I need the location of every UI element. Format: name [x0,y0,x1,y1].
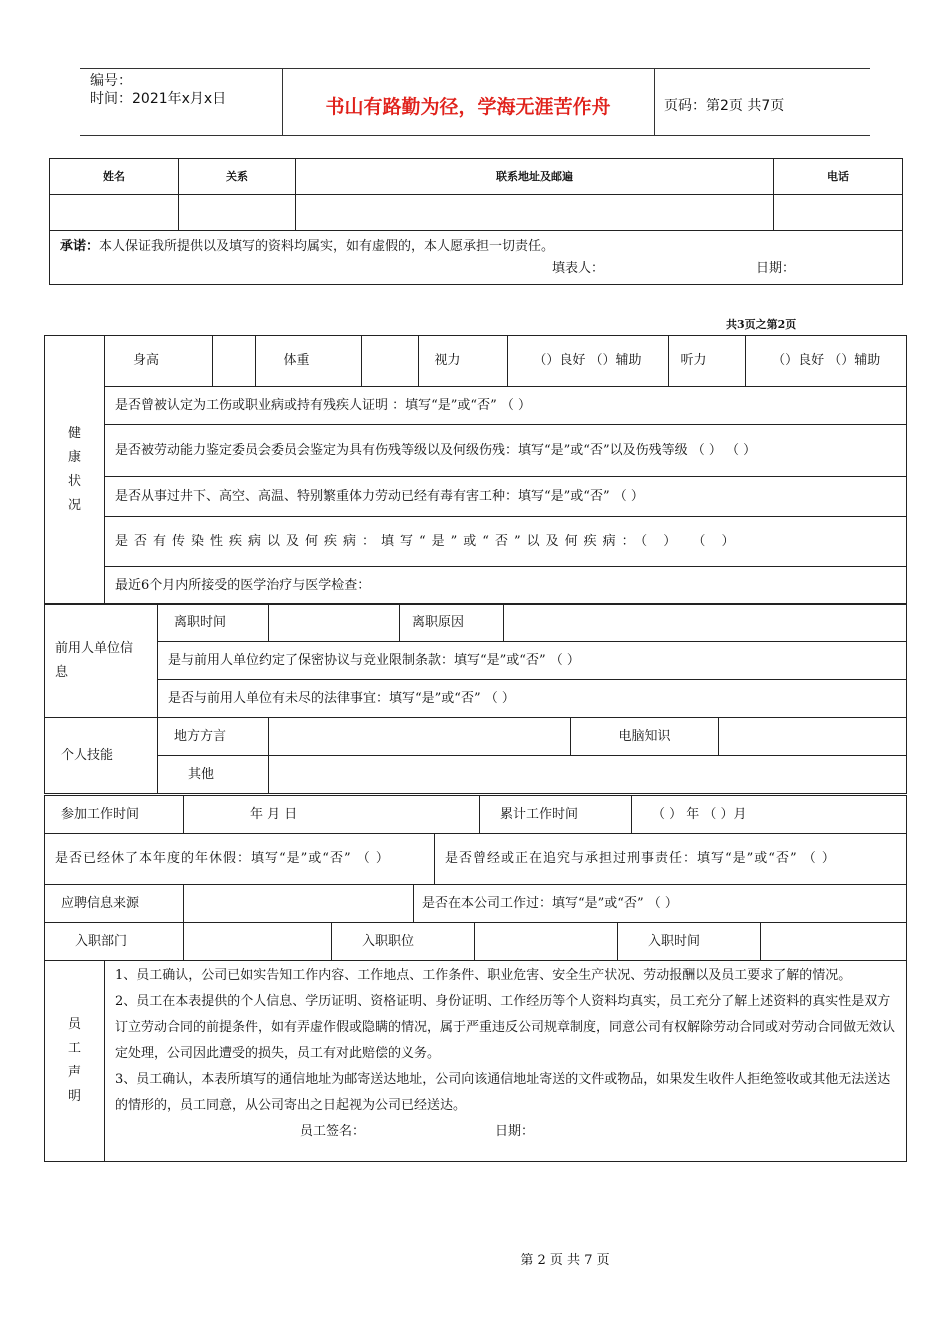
resign-reason-label: 离职原因 [400,604,504,642]
hearing-options[interactable]: （）良好 （）辅助 [745,336,907,386]
header-address: 联系地址及邮遍 [296,159,774,195]
height-field[interactable] [212,336,255,386]
header-page-label: 页码：第2页 共7页 [664,98,785,114]
health-q2: 是否被劳动能力鉴定委员会委员会鉴定为具有伤残等级以及何级伤残：填写“是”或“否”以及伤残等级 （ ） （ ） [105,425,907,477]
declaration-label [45,961,105,1162]
entry-time-field[interactable] [761,923,907,961]
promise-cell [50,231,903,285]
dept-label: 入职部门 [45,923,184,961]
source-table [44,884,907,923]
header-top-rule [80,68,870,69]
annual-leave-q: 是否已经休了本年度的年休假：填写“是”或“否” （ ） [45,834,435,885]
height-label: 身高 [105,336,212,386]
work-start-table [44,795,907,834]
header-meta [90,72,226,108]
code-label: 编号： [90,73,132,89]
computer-label: 电脑知识 [571,718,719,756]
prev-q2: 是否与前用人单位有未尽的法律事宜：填写“是”或“否” （ ） [158,680,907,718]
declaration-label-text: 员工声明 [67,1017,81,1104]
signature-label: 员工签名： [300,1124,366,1139]
source-field[interactable] [184,885,414,923]
declaration-table [44,960,907,1162]
contact-table [49,158,903,285]
position-field[interactable] [475,923,618,961]
address-cell[interactable] [296,195,774,231]
dialect-field[interactable] [269,718,571,756]
criminal-q: 是否曾经或正在追究与承担过刑事责任：填写“是”或“否” （ ） [435,834,907,885]
weight-field[interactable] [361,336,418,386]
work-total-field[interactable]: （ ） 年 （ ）月 [632,796,907,834]
entry-time-label: 入职时间 [618,923,761,961]
position-label: 入职职位 [332,923,475,961]
work-total-label: 累计工作时间 [480,796,632,834]
health-q5: 最近6个月内所接受的医学治疗与医学检查： [105,567,907,605]
weight-label: 体重 [255,336,361,386]
declaration-date-label: 日期： [495,1124,535,1139]
vision-options[interactable]: （）良好 （）辅助 [507,336,668,386]
relation-cell[interactable] [179,195,296,231]
header-bottom-rule [80,135,870,136]
health-table [44,335,907,605]
declaration-p3: 3、员工确认，本表所填写的通信地址为邮寄送达地址，公司向该通信地址寄送的文件或物品，如果发生收件人拒绝签收或其他无法送达的情形的，员工同意，从公司寄出之日起视为公司已经送达。 [115,1072,891,1113]
declaration-body [105,961,907,1162]
other-skill-field[interactable] [269,756,907,794]
header-name: 姓名 [50,159,179,195]
health-q1: 是否曾被认定为工伤或职业病或持有残疾人证明 ：填写“是”或“否” （ ） [105,387,907,425]
previous-employer-table [44,603,907,718]
other-skill-label: 其他 [158,756,269,794]
resign-reason-field[interactable] [504,604,907,642]
health-q4: 是否有传染性疾病以及何疾病：填写“是”或“否”以及何疾病：（ ） （ ） [105,517,907,567]
prev-q1: 是与前用人单位约定了保密协议与竞业限制条款：填写“是”或“否” （ ） [158,642,907,680]
health-q3: 是否从事过井下、高空、高温、特别繁重体力劳动已经有毒有害工种：填写“是”或“否” （ ） [105,477,907,517]
source-label: 应聘信息来源 [45,885,184,923]
header-relation: 关系 [179,159,296,195]
page-info: 共3页之第2页 [726,318,797,331]
work-start-field[interactable]: 年 月 日 [184,796,480,834]
promise-label: 承诺： [60,239,100,254]
entry-table [44,922,907,961]
time-label: 时间：2021年x月x日 [90,91,227,107]
computer-field[interactable] [719,718,907,756]
declaration-p1: 1、员工确认，公司已如实告知工作内容、工作地点、工作条件、职业危害、安全生产状况、劳动报酬以及员工要求了解的情况。 [115,968,852,983]
hearing-label: 听力 [668,336,745,386]
health-label-text: 健康状况 [67,426,81,513]
promise-date-label: 日期： [756,261,796,276]
previous-employer-label [45,604,158,718]
promise-text: 本人保证我所提供以及填写的资料均属实，如有虚假的，本人愿承担一切责任。 [99,239,555,254]
vision-label: 视力 [418,336,507,386]
header-divider-right [654,68,655,135]
resign-time-field[interactable] [269,604,400,642]
leave-table [44,833,907,885]
name-cell[interactable] [50,195,179,231]
header-motto: 书山有路勤为径，学海无涯苦作舟 [325,96,611,118]
dept-field[interactable] [184,923,332,961]
header-phone: 电话 [774,159,903,195]
skills-table [44,717,907,794]
phone-cell[interactable] [774,195,903,231]
page-footer: 第 2 页 共 7 页 [520,1253,610,1268]
resign-time-label: 离职时间 [158,604,269,642]
worked-here-q: 是否在本公司工作过：填写“是”或“否” （ ） [414,885,907,923]
dialect-label: 地方方言 [158,718,269,756]
previous-employer-label-text: 前用人单位信息 [55,640,134,680]
skills-label: 个人技能 [45,718,158,794]
health-section-label [45,336,105,605]
work-start-label: 参加工作时间 [45,796,184,834]
health-measure-row [105,336,907,387]
declaration-p2: 2、员工在本表提供的个人信息、学历证明、资格证明、身份证明、工作经历等个人资料均真实，员工充分了解上述资料的真实性是双方订立劳动合同的前提条件，如有弄虚作假或隐瞒的情况，属于严重违反公司规章制度，同意公司有权解除劳动合同或对劳动合同做无效认定处理，公司因此遭受的损失，员工有对此赔偿的义务。 [115,994,896,1061]
filler-label: 填表人： [552,261,605,276]
